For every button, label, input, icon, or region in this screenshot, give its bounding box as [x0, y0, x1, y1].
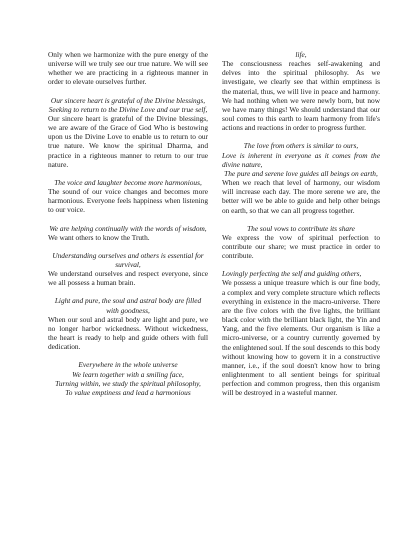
paragraph-treasure: We possess a unique treasure which is our fine body, a complex and very complete structure which reflects everything in existence in the macro-universe. There are the five colors with the five lights, the brilliant black color with the brilliant black light, the Yin and Yang, and the five elements. Our organism is like a micro-universe, or a country currently governed by the enlightened soul. If the soul descends to this body without knowing how to govern it in a constructive manner, i.e., if the soul doesn't know how to bring enlightenment to all sentient beings for spiritual perfection and common progress, then this organism will be destroyed in a wasteful manner. [222, 278, 380, 398]
verse-line: The love from others is similar to ours, [243, 141, 359, 151]
verse-line: The voice and laughter become more harmonious, [54, 177, 202, 187]
verse-line: Lovingly perfecting the self and guiding others, [222, 269, 362, 279]
paragraph-soul: When our soul and astral body are light and pure, we no longer harbor wickedness. Without wickedness, the heart is ready to help and guide others with full dedication. [48, 314, 208, 352]
verse-line: We learn together with a smiling face, [72, 369, 184, 379]
verse-line: Everywhere in the whole universe [78, 360, 178, 370]
verse-line: Our sincere heart is grateful of the Divine blessings, [50, 95, 206, 105]
right-column [222, 50, 380, 397]
verse-line: Light and pure, the soul and astral body are filled with goodness, [54, 296, 202, 315]
verse-line: To value emptiness and lead a harmonious [65, 387, 191, 397]
paragraph-intro: Only when we harmonize with the pure energy of the universe will we truly see our true nature. We will see whether we are practicing in a righteous manner in order to elevate ourselves further. [48, 50, 208, 87]
verse-line: We are helping continually with the words of wisdom, [49, 223, 207, 233]
left-column [48, 50, 208, 397]
verse-line: Turning within, we study the spiritual philosophy, [55, 378, 201, 388]
paragraph-understanding: We understand ourselves and respect everyone, since we all possess a human brain. [48, 269, 208, 288]
paragraph-consciousness: The consciousness reaches self-awakening and delves into the spiritual philosophy. As we investigate, we clearly see that within emptiness is the material, thus, we will live in peace and harmony. We had nothing when we were newly born, but now we have many things! We should understand that our soul comes to this earth to learn harmony from life's actions and reactions in order to progress further. [222, 59, 380, 133]
verse-line: Understanding ourselves and others is essential for survival, [52, 250, 204, 269]
paragraph-harmony: When we reach that level of harmony, our wisdom will increase each day. The more serene we are, the better will we be able to guide and help other beings on earth, so that we can all progress together. [222, 178, 380, 215]
verse-line: Seeking to return to the Divine Love and our true self, [48, 104, 208, 114]
paragraph-voice: The sound of our voice changes and becomes more harmonious. Everyone feels happiness when listening to our voice. [48, 187, 208, 215]
paragraph-vow: We express the vow of spiritual perfection to contribute our share; we must practice in order to contribute. [222, 232, 380, 261]
verse-line: The pure and serene love guides all beings on earth, [224, 168, 378, 178]
paragraph-wisdom: We want others to know the Truth. [48, 232, 150, 242]
verse-line: life, [295, 50, 307, 59]
verse-line: The soul vows to contribute its share [247, 223, 355, 233]
verse-line: Love is inherent in everyone as it comes from the divine nature, [222, 150, 380, 169]
paragraph-gratitude: Our sincere heart is grateful of the Divine blessings, we are aware of the Grace of God Who is bestowing upon us the Divine Love to enable us to return to our true nature. We know the spiritual Dharma, and practice in a righteous manner to return to our true nature. [48, 113, 208, 169]
